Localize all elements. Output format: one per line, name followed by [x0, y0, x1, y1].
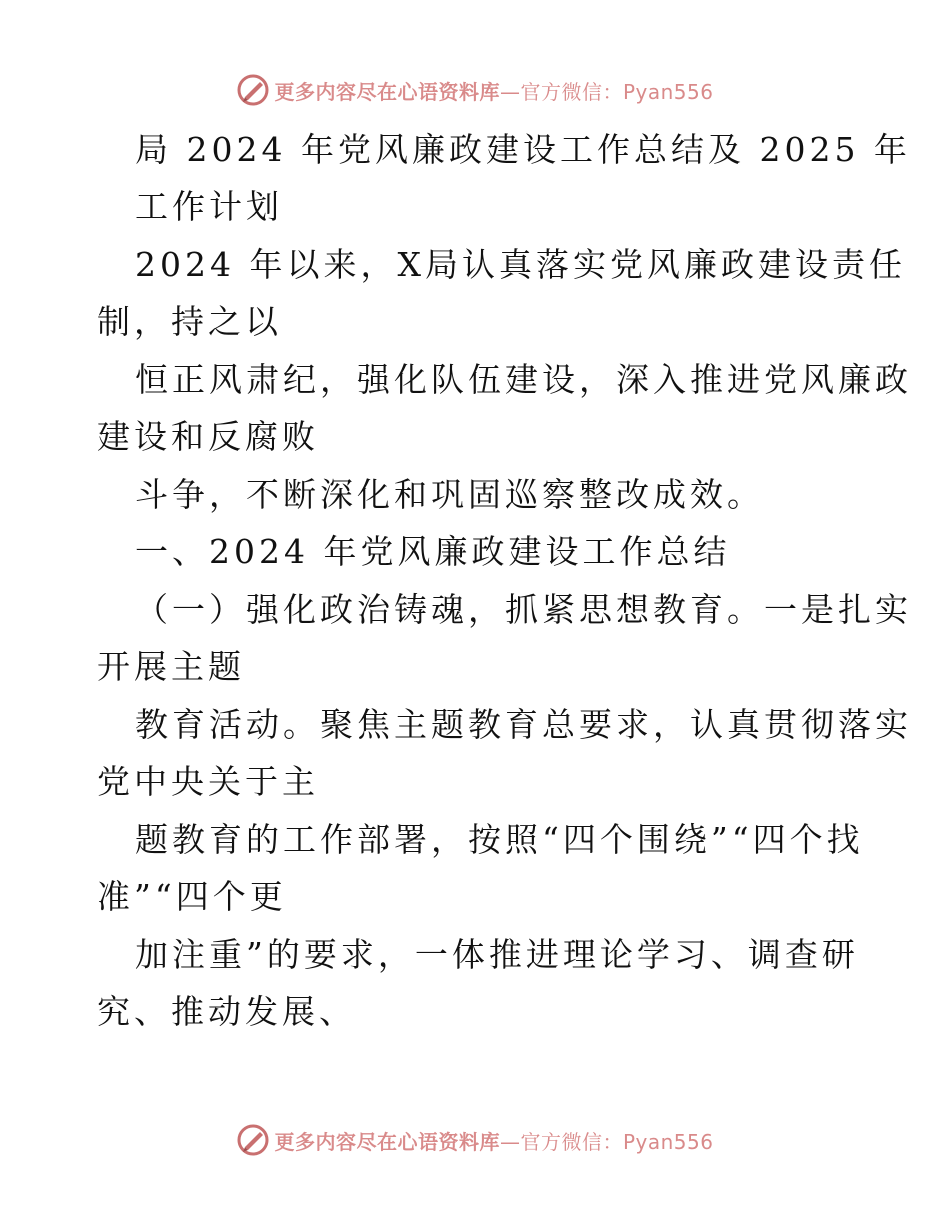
- paragraph-line: 党中央关于主: [97, 762, 319, 801]
- paragraph-line: 准”“四个更: [97, 877, 287, 916]
- paragraph-line: 恒正风肃纪，强化队伍建设，深入推进党风廉政: [135, 360, 912, 399]
- paragraph-line: 开展主题: [97, 647, 245, 686]
- pen-logo-icon: [236, 1123, 270, 1157]
- paragraph-line: 加注重”的要求，一体推进理论学习、调查研: [135, 935, 859, 974]
- paragraph-line: 制，持之以: [97, 302, 282, 341]
- pen-logo-icon: [236, 73, 270, 107]
- paragraph-line: 2024 年以来，X局认真落实党风廉政建设责任: [135, 245, 906, 284]
- paragraph-line: 斗争，不断深化和巩固巡察整改成效。: [135, 475, 764, 514]
- watermark-footer: [0, 1120, 950, 1160]
- paragraph-line: （一）强化政治铸魂，抓紧思想教育。一是扎实: [135, 590, 912, 629]
- document-title-line-2: 工作计划: [135, 187, 283, 226]
- document-title-line-1: 局 2024 年党风廉政建设工作总结及 2025 年: [135, 130, 911, 169]
- paragraph-line: 教育活动。聚焦主题教育总要求，认真贯彻落实: [135, 705, 912, 744]
- paragraph-line: 建设和反腐败: [97, 417, 319, 456]
- watermark-text: 更多内容尽在心语资料库—官方微信：Pyan556: [274, 1129, 714, 1154]
- paragraph-line: 究、推动发展、: [97, 992, 356, 1031]
- section-heading: 一、2024 年党风廉政建设工作总结: [135, 532, 731, 571]
- watermark-header: [0, 70, 950, 110]
- paragraph-line: 题教育的工作部署，按照“四个围绕”“四个找: [135, 820, 864, 859]
- watermark-text: 更多内容尽在心语资料库—官方微信：Pyan556: [274, 79, 714, 104]
